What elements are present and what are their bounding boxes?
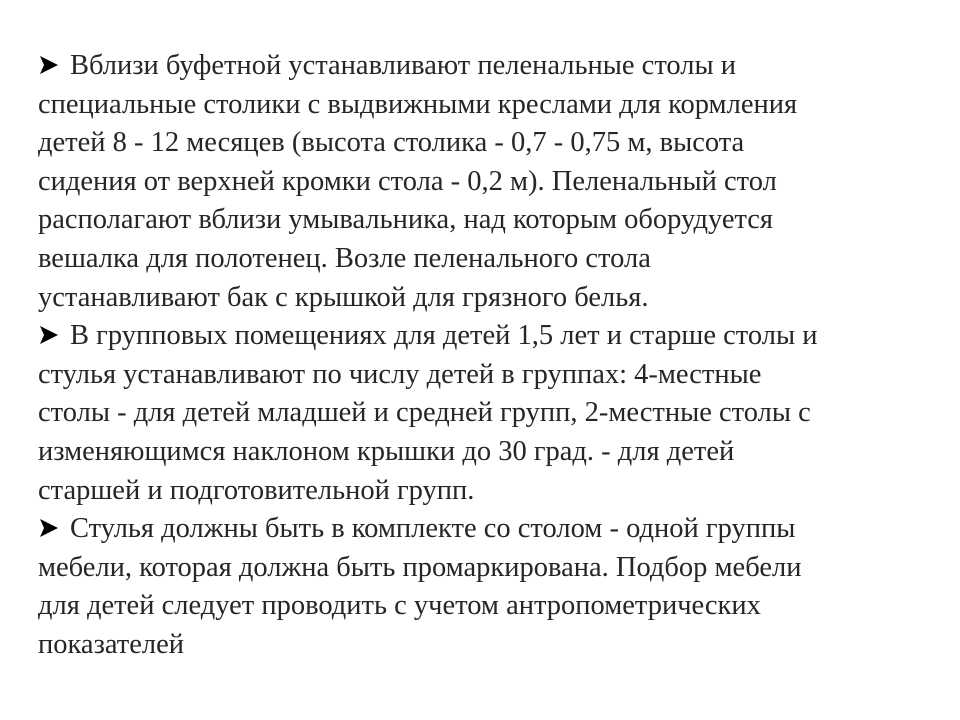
text-line: специальные столики с выдвижными креслами для кормления: [38, 88, 798, 120]
text-line: столы - для детей младшей и средней групп, 2-местные столы с: [38, 397, 811, 429]
text-line: детей 8 - 12 месяцев (высота столика - 0,7 - 0,75 м, высота: [38, 127, 745, 159]
text-line: стулья устанавливают по числу детей в группах: 4-местные: [38, 358, 762, 390]
bullet-list: [38, 47, 930, 665]
text-line-content: В групповых помещениях для детей 1,5 лет и старше столы и: [70, 320, 818, 352]
text-line: [38, 47, 930, 86]
arrowhead-icon: [38, 324, 60, 346]
text-line: располагают вблизи умывальника, над которым оборудуется: [38, 204, 774, 236]
bullet-item: [38, 510, 930, 664]
bullet-item: [38, 317, 930, 510]
text-line: старшей и подготовительной групп.: [38, 474, 475, 506]
arrowhead-icon: [38, 54, 60, 76]
text-line: вешалка для полотенец. Возле пеленального стола: [38, 242, 651, 274]
text-line: для детей следует проводить с учетом антропометрических: [38, 590, 761, 622]
arrowhead-icon: [38, 517, 60, 539]
text-line-content: Вблизи буфетной устанавливают пеленальные столы и: [70, 50, 737, 81]
text-line: показателей: [38, 628, 184, 660]
text-line: мебели, которая должна быть промаркирована. Подбор мебели: [38, 551, 802, 583]
text-line: изменяющимся наклоном крышки до 30 град. - для детей: [38, 435, 735, 467]
text-line-content: Стулья должны быть в комплекте со столом - одной группы: [70, 513, 796, 545]
text-line: устанавливают бак с крышкой для грязного белья.: [38, 281, 649, 313]
text-line: сидения от верхней кромки стола - 0,2 м). Пеленальный стол: [38, 165, 777, 197]
bullet-item: [38, 47, 930, 317]
text-line: [38, 317, 930, 356]
text-line: [38, 510, 930, 549]
